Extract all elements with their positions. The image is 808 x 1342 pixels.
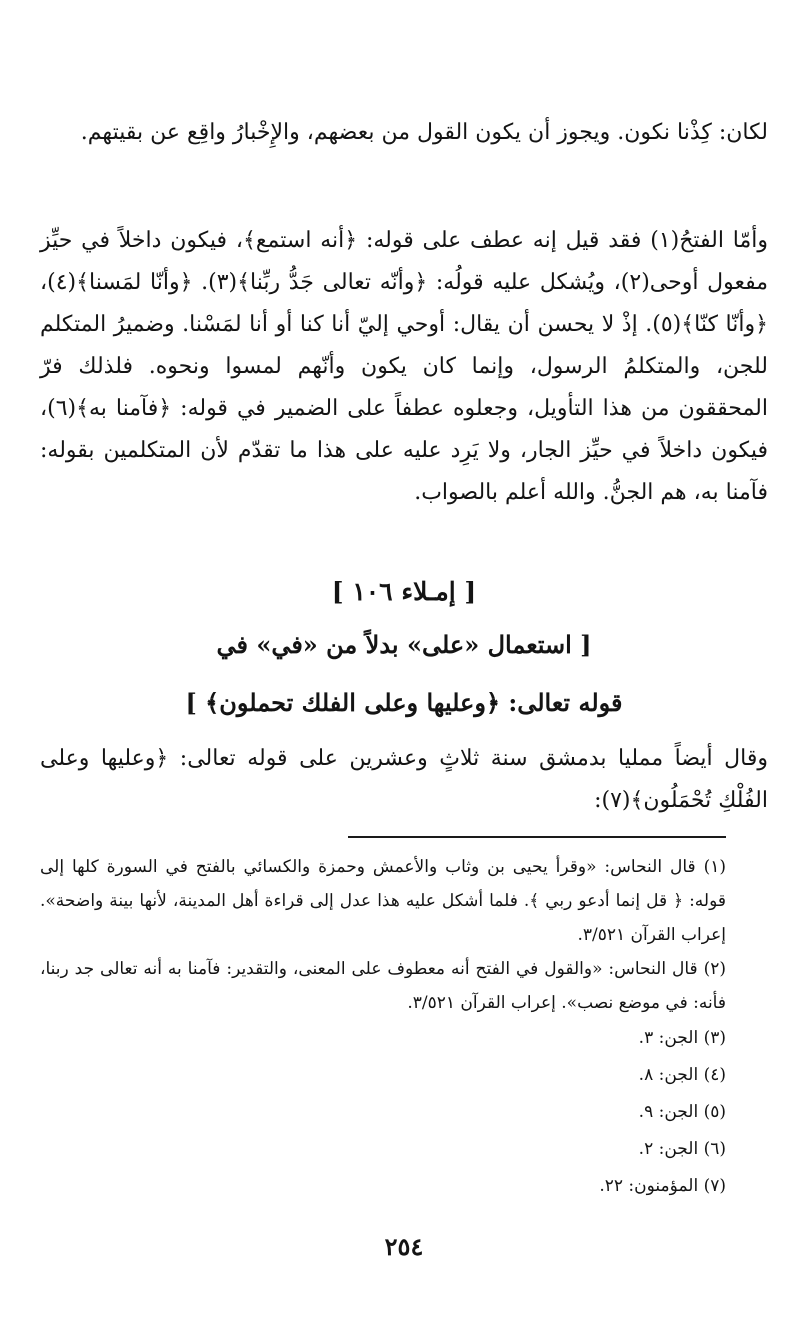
footnote-6: (٦) الجن: ٢. <box>638 1139 726 1159</box>
footnotes <box>40 850 726 1205</box>
section-title-line-1: [ استعمال «على» بدلاً من «في» في <box>216 630 592 659</box>
imla-heading: [ إمـلاء ١٠٦ ] <box>331 577 477 606</box>
body-paragraph-2: وأمّا الفتحُ(١) فقد قيل إنه عطف على قوله: ﴿أنه استمع﴾، فيكون داخلاً في حيِّز مفعول أوحى(٢)، ويُشكل عليه قولُه: ﴿وأنّه تعالى جَدُّ ربِّنا﴾(٣). ﴿وأنّا لمَسنا﴾(٤)، ﴿وأنّا كنّا﴾(٥). إذْ لا يحسن أن يقال: أوحي إليّ أنا كنا أو أنا لمَسْنا. وضميرُ المتكلم للجن، والمتكلمُ الرسول، وإنما كان يكون وأنّهم لمسوا ونحوه. فلذلك فرّ المحققون من هذا التأويل، وجعلوه عطفاً على الضمير في قوله: ﴿فآمنا به﴾(٦)، فيكون داخلاً في حيِّز الجار، ولا يَرِد عليه على هذا ما تقدّم لأن المتكلمين بقوله: فآمنا به، هم الجنُّ. والله أعلم بالصواب. <box>40 228 768 505</box>
footnote-7: (٧) المؤمنون: ٢٢. <box>599 1176 726 1196</box>
section-title-line-2: قوله تعالى: ﴿وعليها وعلى الفلك تحملون﴾ ] <box>185 688 623 717</box>
footnote-2: (٢) قال النحاس: «والقول في الفتح أنه معطوف على المعنى، والتقدير: فآمنا به أنه تعالى جد ربنا، فأنه: في موضع نصب». إعراب القرآن ٣/٥٢١. <box>40 959 726 1013</box>
footnote-4: (٤) الجن: ٨. <box>638 1065 726 1085</box>
footnote-5: (٥) الجن: ٩. <box>638 1102 726 1122</box>
footnote-1: (١) قال النحاس: «وقرأ يحيى بن وثاب والأعمش وحمزة والكسائي بالفتح في السورة كلها إلى قوله: ﴿ قل إنما أدعو ربي ﴾. فلما أشكل عليه هذا عدل إلى قراءة أهل المدينة، لأنها بينة واضحة». إعراب القرآن ٣/٥٢١. <box>40 857 726 945</box>
body-paragraph-1: لكان: كِذْنا نكون. ويجوز أن يكون القول من بعضهم، والإِخْبارُ واقِع عن بقيتهم. <box>80 120 768 145</box>
page-number: ٢٥٤ <box>384 1232 424 1261</box>
footnote-separator <box>348 836 726 838</box>
body-paragraph-3: وقال أيضاً ممليا بدمشق سنة ثلاثٍ وعشرين على قوله تعالى: ﴿وعليها وعلى الفُلْكِ تُحْمَلُون﴾(٧): <box>40 746 768 813</box>
footnote-3: (٣) الجن: ٣. <box>638 1028 726 1048</box>
